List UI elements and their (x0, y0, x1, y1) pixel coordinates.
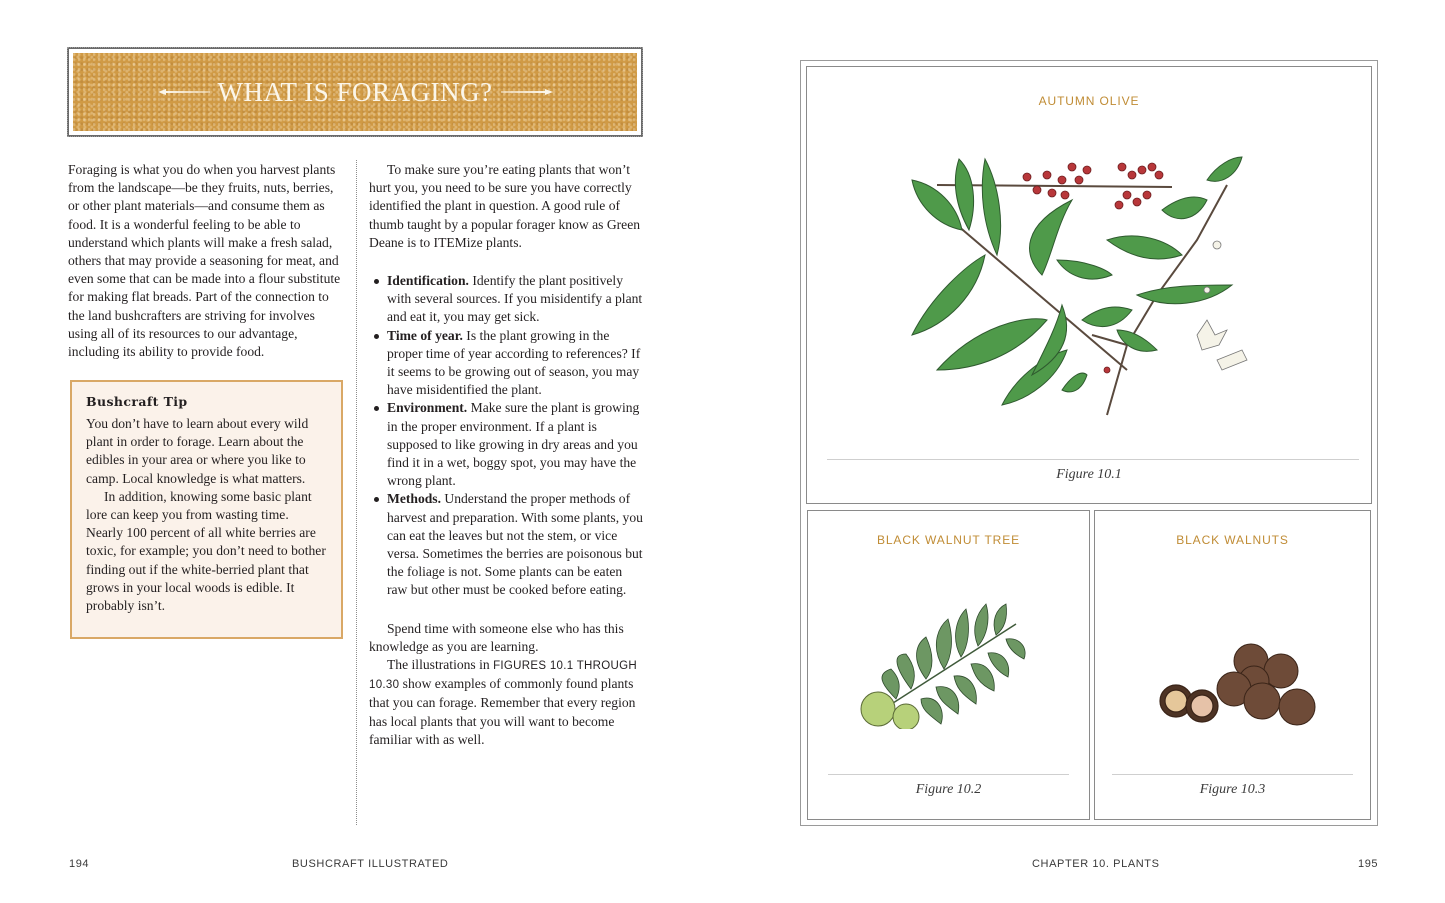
figure-10-1-panel (806, 66, 1372, 504)
figure-caption: Figure 10.3 (1199, 782, 1266, 797)
banner-fill (72, 52, 638, 132)
bushcraft-tip-box (70, 380, 343, 639)
bullet-term: Time of year. (387, 327, 463, 343)
intro-paragraph: Foraging is what you do when you harvest plants from the landscape—be they fruits, nuts, berries, or other plant materials—and consume them as food. It is a wonderful feeling to be able to understand which plants will make a fresh salad, others that may provide a seasoning for meat, and even some that can be made into a flour substitute for making flat breads. Part of the connection to the land bushcrafters are striving for involves using all of its resources to our advantage, including its ability to provide food. (68, 162, 341, 360)
closing-paragraph-2 (369, 656, 645, 749)
figure-10-3-panel (1094, 510, 1371, 820)
closing-paragraph-1: Spend time with someone else who has this knowledge as you are learning. (369, 620, 624, 654)
list-item (369, 490, 645, 599)
figure-caption: Figure 10.1 (1056, 467, 1122, 482)
tip-paragraph-2: In addition, knowing some basic plant lore can keep you from wasting time. Nearly 100 percent of all white berries are toxic, for example; you don’t need to bother finding out if the white-berried plant that grows in your local woods is edible. It probably isn’t. (86, 488, 326, 614)
running-head-left: BUSHCRAFT ILLUSTRATED (292, 858, 449, 870)
column-divider (356, 160, 357, 825)
closing-text: show examples of commonly found plants that you can forage. Remember that every region has local plants that you will want to become familiar with as well. (369, 676, 636, 747)
page-title: WHAT IS FORAGING? (217, 76, 493, 107)
bullet-term: Environment. (387, 400, 468, 416)
right-flourish-icon (501, 87, 553, 97)
bullet-text: Is the plant growing in the proper time of year according to references? If it seems to be growing out of season, you may have misidentified the plant. (387, 327, 641, 398)
figure-rule (827, 459, 1359, 460)
bullet-term: Methods. (387, 491, 441, 507)
figure-caption: Figure 10.2 (915, 782, 982, 797)
figure-rule (828, 774, 1069, 775)
right-column (369, 161, 645, 749)
left-page (0, 0, 722, 903)
page-number-right: 195 (1358, 858, 1379, 870)
tip-title: Bushcraft Tip (86, 394, 188, 409)
itemize-intro: To make sure you’re eating plants that won’t hurt you, you need to be sure you have correctly identified the plant in question. A good rule of thumb taught by a popular forager know as Green Deane is to ITEMize plants. (369, 162, 641, 250)
tip-paragraph-1: You don’t have to learn about every wild plant in order to forage. Learn about the edibles in your area or where you like to camp. Local knowledge is what matters. (86, 416, 309, 486)
figure-label: BLACK WALNUT TREE (876, 533, 1021, 547)
bullet-term: Identification. (387, 273, 469, 289)
bullet-text: Understand the proper methods of harvest and preparation. With some plants, you can eat the leaves but not the stem, or vice versa. Sometimes the berries are poisonous but the foliage is not. Some plants can be eaten raw but other must be cooked before eating. (387, 491, 643, 598)
bullet-text: Identify the plant positively with several sources. If you misidentify a plant and eat it, you may get sick. (387, 273, 643, 325)
left-flourish-icon (158, 87, 210, 97)
left-column (68, 161, 343, 361)
section-title-banner (67, 47, 643, 137)
page-number-left: 194 (69, 858, 90, 870)
itemize-list (369, 272, 645, 600)
figure-label: BLACK WALNUTS (1176, 533, 1289, 547)
figure-reference-link: FIGURES 10.1 THROUGH 10.30 (369, 660, 637, 692)
running-head-right: CHAPTER 10. PLANTS (1032, 858, 1160, 870)
bullet-text: Make sure the plant is growing in the proper environment. If a plant is supposed to like growing in dry areas and you find it in a wet, boggy spot, you may have the wrong plant. (387, 400, 640, 489)
list-item (369, 327, 645, 400)
figure-rule (1112, 774, 1353, 775)
figure-10-2-panel (807, 510, 1090, 820)
closing-text: The illustrations in (387, 657, 494, 673)
black-walnuts-illustration (1159, 639, 1319, 729)
figure-label: AUTUMN OLIVE (1038, 94, 1140, 108)
autumn-olive-illustration (897, 145, 1277, 425)
list-item (369, 399, 645, 490)
list-item (369, 272, 645, 327)
black-walnut-tree-illustration (856, 599, 1036, 729)
